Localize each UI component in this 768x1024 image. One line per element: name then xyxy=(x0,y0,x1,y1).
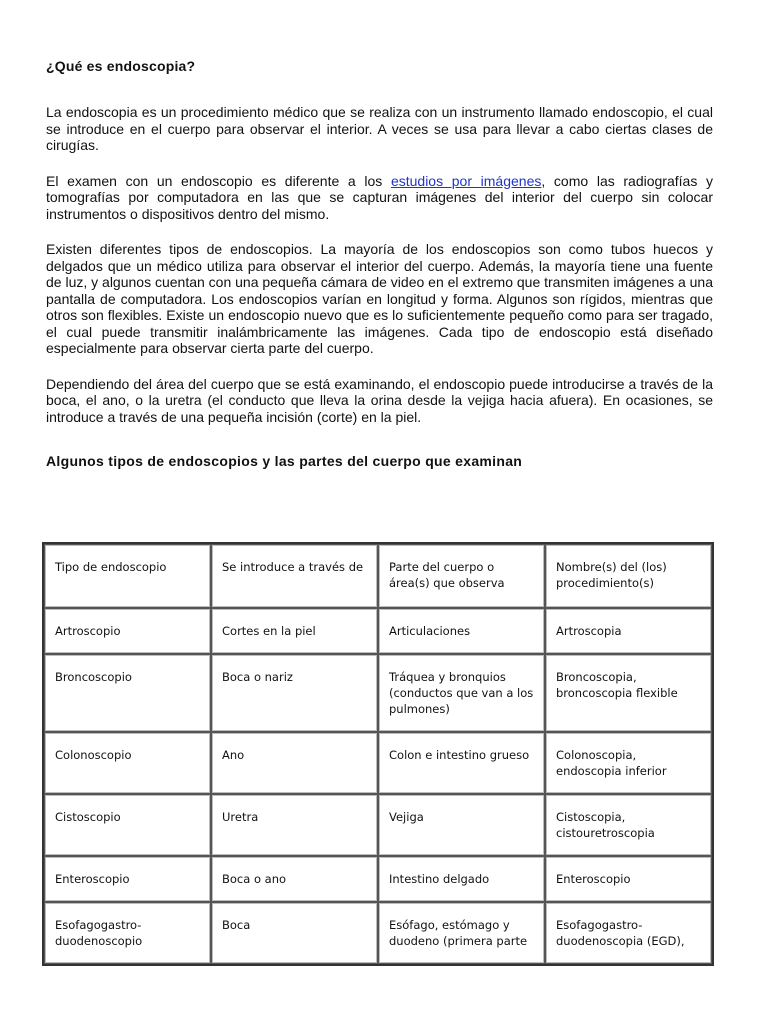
imaging-studies-link[interactable]: estudios por imágenes xyxy=(390,172,542,189)
header-cell: Nombre(s) del (los) procedimiento(s) xyxy=(545,544,712,608)
table-cell: Esofagogastro-duodenoscopio xyxy=(44,902,211,964)
table-row xyxy=(44,654,712,732)
table-row xyxy=(44,794,712,856)
table-header-row xyxy=(44,544,712,608)
table-cell: Boca o nariz xyxy=(211,654,378,732)
table-row xyxy=(44,856,712,902)
table-cell: Cistoscopia, cistouretroscopia xyxy=(545,794,712,856)
paragraph-comparison-text-end: , como las radiografías y tomografías por computadora en las que se capturan imágenes del interior del cuerpo sin colocar instrumentos o dispositivos dentro del mismo. xyxy=(46,172,713,222)
table-row xyxy=(44,732,712,794)
table-cell: Boca o ano xyxy=(211,856,378,902)
paragraph-types: Existen diferentes tipos de endoscopios. La mayoría de los endoscopios son como tubos huecos y delgados que un médico utiliza para observar el interior del cuerpo. Además, la mayoría tiene una fuente de luz, y algunos cuentan con una pequeña cámara de video en el extremo que transmiten imágenes a una pantalla de computadora. Los endoscopios varían en longitud y forma. Algunos son rígidos, mientras que otros son flexibles. Existe un endoscopio nuevo que es lo suficientemente pequeño como para ser tragado, el cual puede transmitir inalámbricamente las imágenes. Cada tipo de endoscopio está diseñado especialmente para observar cierta parte del cuerpo. xyxy=(46,241,713,356)
table-row xyxy=(44,902,712,964)
document-body xyxy=(46,58,713,469)
table-cell: Vejiga xyxy=(378,794,545,856)
table-cell: Artroscopio xyxy=(44,608,211,654)
table-cell: Colonoscopio xyxy=(44,732,211,794)
table-cell: Cortes en la piel xyxy=(211,608,378,654)
endoscope-types-table xyxy=(42,542,714,966)
page-title: ¿Qué es endoscopia? xyxy=(46,58,196,74)
table-cell: Artroscopia xyxy=(545,608,712,654)
header-cell: Tipo de endoscopio xyxy=(44,544,211,608)
paragraph-definition: La endoscopia es un procedimiento médico que se realiza con un instrumento llamado endoscopio, el cual se introduce en el cuerpo para observar el interior. A veces se usa para llevar a cabo ciertas clases de cirugías. xyxy=(46,104,713,153)
paragraph-comparison xyxy=(46,173,713,223)
table-cell: Cistoscopio xyxy=(44,794,211,856)
table-cell: Ano xyxy=(211,732,378,794)
table-cell: Broncoscopio xyxy=(44,654,211,732)
table-cell: Esofagogastro-duodenoscopia (EGD), xyxy=(545,902,712,964)
header-cell: Parte del cuerpo o área(s) que observa xyxy=(378,544,545,608)
table-heading: Algunos tipos de endoscopios y las partes del cuerpo que examinan xyxy=(46,453,523,469)
table-cell: Colonoscopia, endoscopia inferior xyxy=(545,732,712,794)
table-cell: Uretra xyxy=(211,794,378,856)
table-cell: Articulaciones xyxy=(378,608,545,654)
table-cell: Intestino delgado xyxy=(378,856,545,902)
table-cell: Enteroscopio xyxy=(545,856,712,902)
table-cell: Enteroscopio xyxy=(44,856,211,902)
paragraph-comparison-text-start: El examen con un endoscopio es diferente a los xyxy=(46,172,391,189)
table-cell: Tráquea y bronquios (conductos que van a los pulmones) xyxy=(378,654,545,732)
table-cell: Colon e intestino grueso xyxy=(378,732,545,794)
table-cell: Broncoscopia, broncoscopia flexible xyxy=(545,654,712,732)
header-cell: Se introduce a través de xyxy=(211,544,378,608)
table-cell: Boca xyxy=(211,902,378,964)
paragraph-insertion: Dependiendo del área del cuerpo que se está examinando, el endoscopio puede introducirse a través de la boca, el ano, o la uretra (el conducto que lleva la orina desde la vejiga hacia afuera). En ocasiones, se introduce a través de una pequeña incisión (corte) en la piel. xyxy=(46,375,713,425)
table-row xyxy=(44,608,712,654)
table-cell: Esófago, estómago y duodeno (primera parte xyxy=(378,902,545,964)
